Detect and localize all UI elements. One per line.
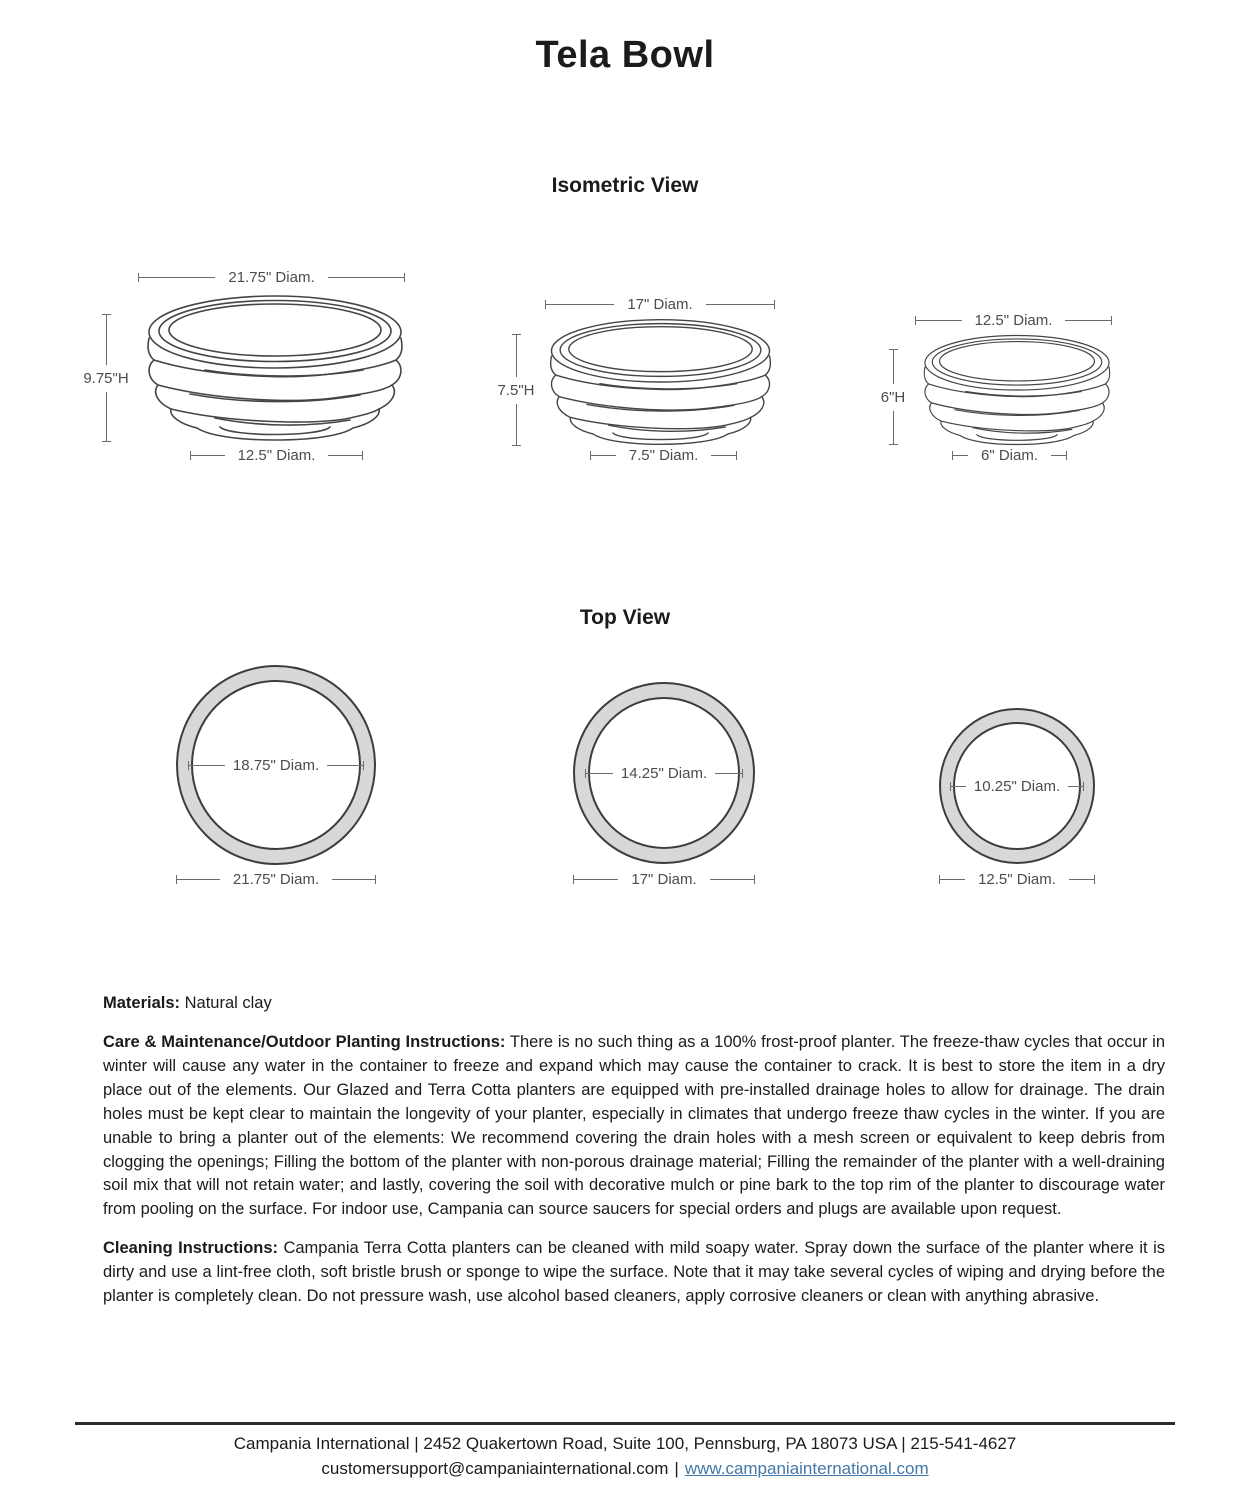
support-email: customersupport@campaniainternational.com: [321, 1459, 669, 1478]
dimension-line: [940, 879, 965, 880]
outer-diameter-dimension: [176, 871, 376, 887]
dimension-line: [1069, 879, 1094, 880]
dimension-label: 12.5" Diam.: [978, 870, 1056, 888]
dimension-label: 14.25" Diam.: [620, 764, 708, 782]
top-diameter-dimension: [545, 296, 775, 312]
dimension-line: [574, 879, 618, 880]
inner-diameter-dimension: [585, 765, 743, 781]
height-dimension: [84, 314, 128, 442]
top-view-ring: [176, 665, 376, 865]
dimension-tick: [404, 273, 405, 282]
dimension-line: [177, 879, 220, 880]
dimension-label: 10.25" Diam.: [973, 777, 1061, 795]
bowl-isometric-drawing: [548, 318, 773, 446]
dimension-line: [189, 765, 225, 766]
dimension-line: [328, 455, 362, 456]
materials-label: Materials:: [103, 994, 181, 1012]
top-view-ring: [939, 708, 1095, 864]
dimension-line: [191, 455, 225, 456]
dimension-tick: [736, 451, 737, 460]
inner-diameter-dimension: [188, 757, 364, 773]
dimension-line: [710, 879, 754, 880]
dimension-line: [715, 773, 742, 774]
bottom-diameter-dimension: [190, 447, 363, 463]
dimension-line: [893, 350, 894, 384]
dimension-label: 12.5" Diam.: [237, 446, 316, 464]
dimension-line: [1065, 320, 1111, 321]
outer-diameter-dimension: [939, 871, 1095, 887]
dimension-label: 7.5"H: [497, 381, 535, 399]
top-view-heading: Top View: [579, 606, 671, 629]
dimension-line: [706, 304, 774, 305]
dimension-line: [139, 277, 215, 278]
dimension-tick: [362, 451, 363, 460]
dimension-tick: [102, 441, 111, 442]
dimension-line: [332, 879, 375, 880]
dimension-line: [546, 304, 614, 305]
dimension-tick: [512, 445, 521, 446]
dimension-label: 21.75" Diam.: [228, 268, 315, 286]
dimension-line: [106, 315, 107, 365]
top-diameter-dimension: [138, 269, 405, 285]
dimension-line: [1068, 786, 1083, 787]
dimension-tick: [889, 444, 898, 445]
dimension-tick: [754, 875, 755, 884]
footer-divider: [75, 1422, 1175, 1425]
care-label: Care & Maintenance/Outdoor Planting Instructions:: [103, 1032, 506, 1051]
dimension-line: [516, 335, 517, 377]
dimension-label: 12.5" Diam.: [974, 311, 1053, 329]
page-title: Tela Bowl: [535, 34, 715, 76]
dimension-tick: [742, 769, 743, 778]
dimension-tick: [1066, 451, 1067, 460]
dimension-line: [953, 455, 968, 456]
height-dimension: [494, 334, 538, 446]
dimension-tick: [1111, 316, 1112, 325]
dimension-tick: [375, 875, 376, 884]
top-view-ring: [573, 682, 755, 864]
dimension-label: 21.75" Diam.: [232, 870, 320, 888]
materials-paragraph: [103, 992, 1165, 1016]
bottom-diameter-dimension: [590, 447, 737, 463]
dimension-line: [516, 404, 517, 446]
cleaning-paragraph: [103, 1237, 1165, 1309]
dimension-label: 18.75" Diam.: [232, 756, 320, 774]
cleaning-text: Campania Terra Cotta planters can be cleaned with mild soapy water. Spray down the surface of the planter where it is dirty and use a lint-free cloth, soft bristle brush or sponge to wipe the surface. Note that it may take several cycles of wiping and drying before the planter is completely clean. Do not pressure wash, use alcohol based cleaners, apply corrosive cleaners or clean with anything abrasive.: [103, 1239, 1165, 1306]
cleaning-label: Cleaning Instructions:: [103, 1239, 279, 1258]
dimension-line: [327, 765, 363, 766]
dimension-label: 9.75"H: [83, 369, 129, 387]
dimension-tick: [774, 300, 775, 309]
footer: [0, 1431, 1250, 1481]
dimension-line: [711, 455, 736, 456]
dimension-tick: [1083, 782, 1084, 791]
dimension-line: [916, 320, 962, 321]
bowl-isometric-drawing: [922, 334, 1112, 446]
bottom-diameter-dimension: [952, 447, 1067, 463]
care-paragraph: [103, 1031, 1165, 1222]
dimension-line: [106, 392, 107, 442]
footer-contact-line: Campania International | 2452 Quakertown Road, Suite 100, Pennsburg, PA 18073 USA | 215-541-4627: [233, 1434, 1017, 1453]
outer-diameter-dimension: [573, 871, 755, 887]
dimension-line: [328, 277, 404, 278]
dimension-tick: [363, 761, 364, 770]
top-diameter-dimension: [915, 312, 1112, 328]
bowl-isometric-drawing: [145, 294, 405, 442]
dimension-label: 17" Diam.: [631, 870, 697, 888]
dimension-tick: [1094, 875, 1095, 884]
dimension-line: [586, 773, 613, 774]
isometric-view-heading: Isometric View: [551, 174, 699, 197]
height-dimension: [873, 349, 913, 445]
dimension-line: [1051, 455, 1066, 456]
footer-links-line: [0, 1456, 1250, 1481]
website-link[interactable]: www.campaniainternational.com: [684, 1459, 929, 1478]
footer-separator: |: [674, 1459, 679, 1478]
care-text: There is no such thing as a 100% frost-proof planter. The freeze-thaw cycles that occur in winter will cause any water in the container to freeze and expand which may cause the container to crack. It is best to store the item in a dry place out of the elements. Our Glazed and Terra Cotta planters are equipped with pre-installed drainage holes to allow for drainage. The drain holes must be kept clear to maintain the longevity of your planter, especially in climates that undergo freeze thaw cycles in the winter. If you are unable to bring a planter out of the elements: We recommend covering the drain holes with a mesh screen or equivalent to keep debris from clogging the openings; Filling the bottom of the planter with non-porous drainage material; Filling the remainder of the planter with a well-draining soil mix that will not retain water; and lastly, covering the soil with decorative mulch or pine bark to the top rim of the planter to discourage water from pooling on the surface. For indoor use, Campania can source saucers for special orders and plugs are available upon request.: [103, 1032, 1165, 1219]
materials-value: Natural clay: [180, 994, 272, 1012]
dimension-label: 6" Diam.: [981, 446, 1039, 464]
info-text-block: [103, 992, 1165, 1324]
dimension-line: [591, 455, 616, 456]
dimension-line: [951, 786, 966, 787]
dimension-label: 17" Diam.: [627, 295, 693, 313]
dimension-label: 7.5" Diam.: [628, 446, 699, 464]
dimension-label: 6"H: [880, 388, 906, 406]
inner-diameter-dimension: [950, 778, 1084, 794]
dimension-line: [893, 411, 894, 445]
